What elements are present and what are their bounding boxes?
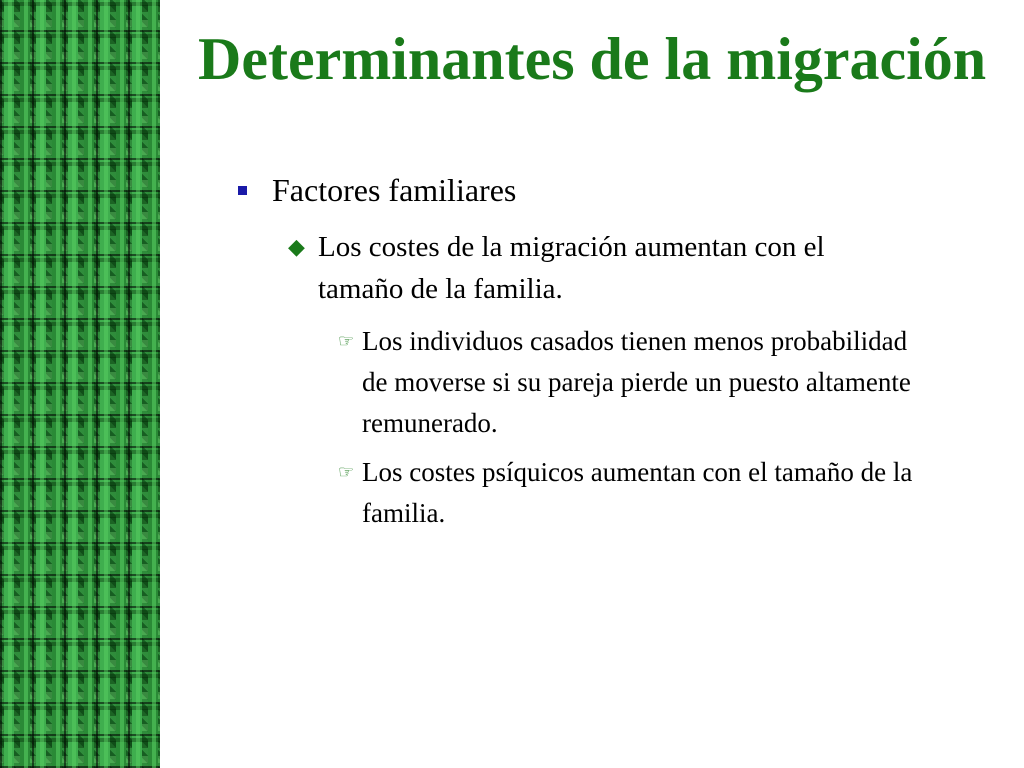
bullet-text: Los individuos casados tienen menos probabilidad de moverse si su pareja pierde un puesto altamente remunerado. <box>362 326 911 438</box>
square-bullet-icon <box>234 170 272 210</box>
bullet-item-level3 <box>338 452 914 534</box>
diamond-bullet-icon: ◆ <box>288 234 305 259</box>
bullet-list <box>234 170 914 534</box>
bullet-item-level1 <box>234 170 914 210</box>
slide-title: Determinantes de la migración <box>198 26 987 92</box>
bullet-text: Los costes de la migración aumentan con el tamaño de la familia. <box>318 231 825 305</box>
bullet-text: Factores familiares <box>272 172 517 208</box>
bullet-item-level3 <box>338 321 914 444</box>
pointing-hand-icon: ☞ <box>338 331 355 351</box>
pointing-hand-icon: ☞ <box>338 462 355 482</box>
green-pattern-band <box>0 0 160 768</box>
bullet-text: Los costes psíquicos aumentan con el tamaño de la familia. <box>362 457 913 528</box>
bullet-item-level2 <box>288 226 914 310</box>
